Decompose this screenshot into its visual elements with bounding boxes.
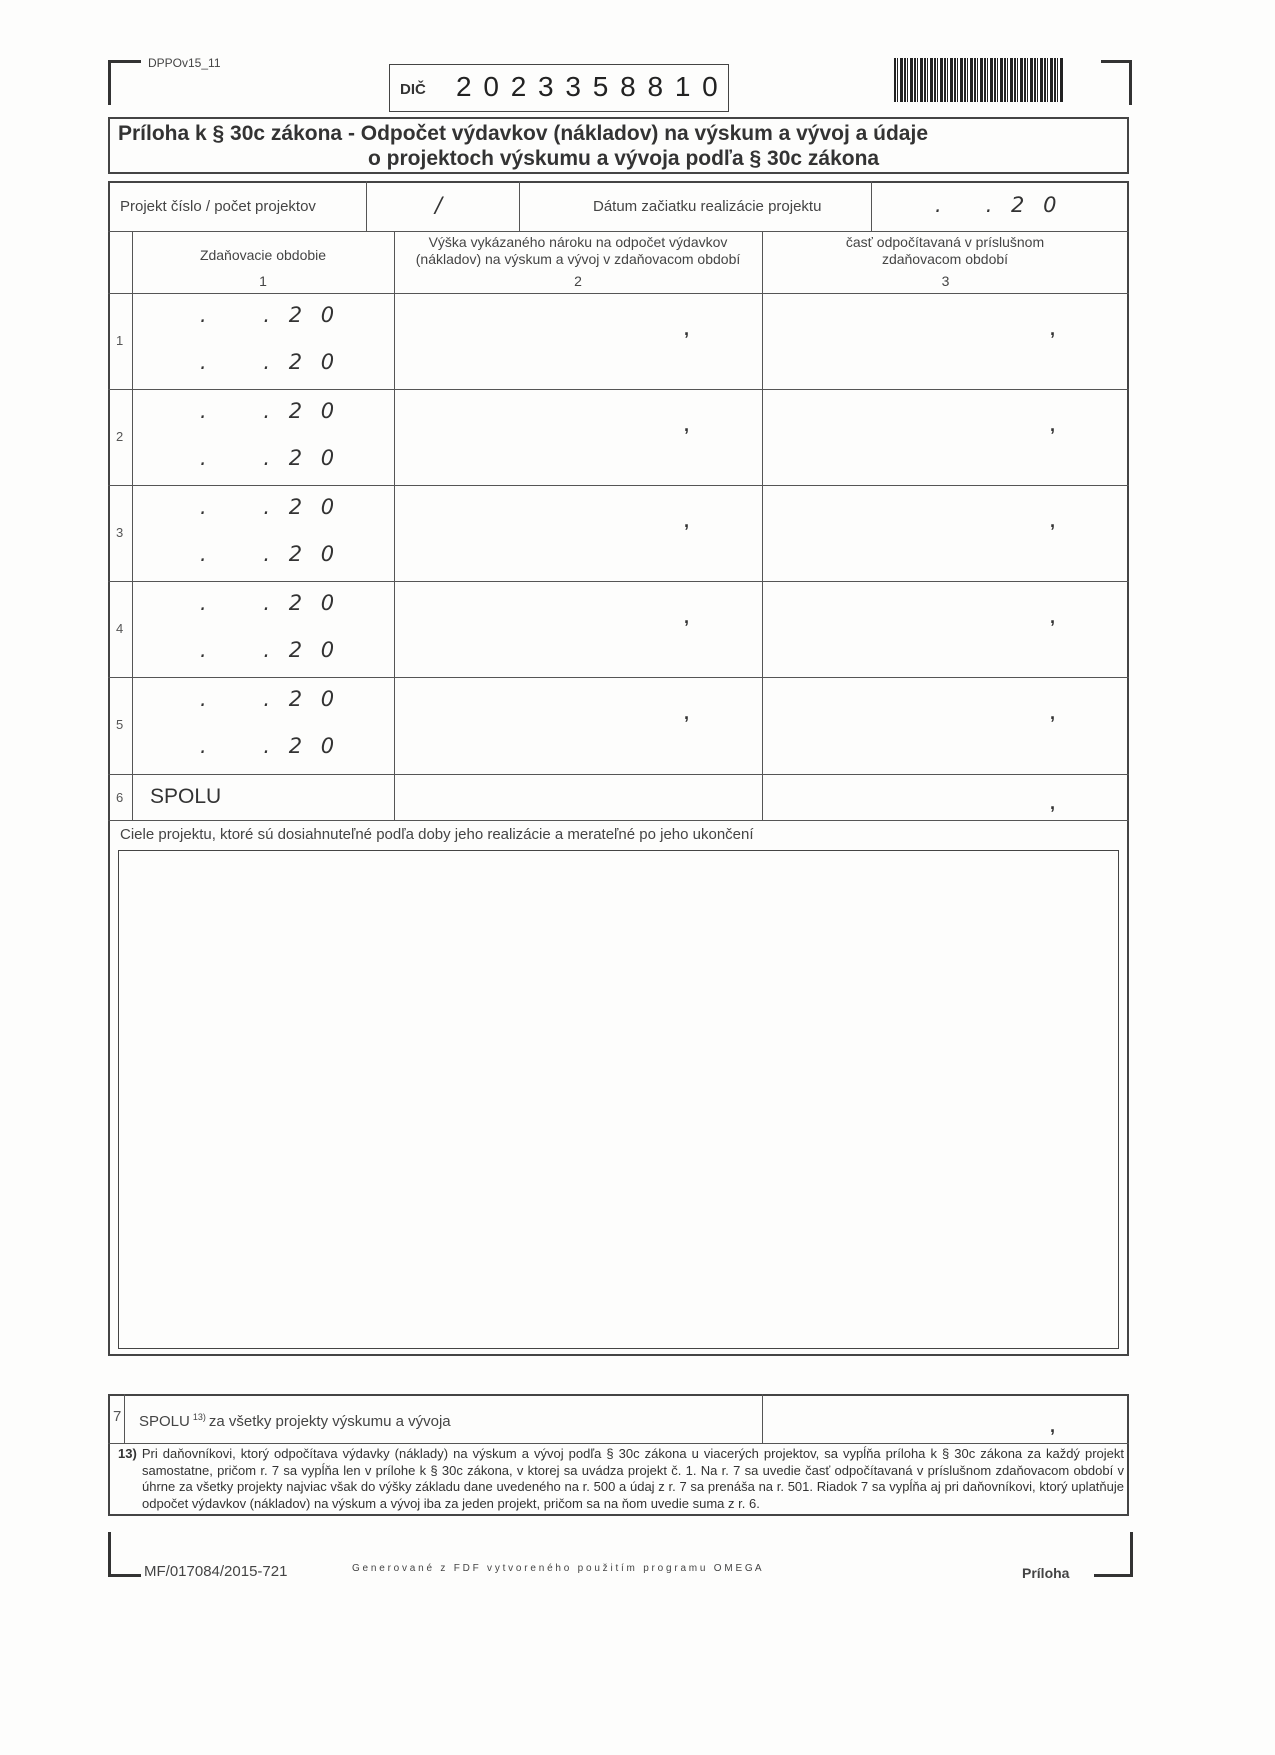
corner-mark-bottom-left [108,1532,141,1577]
dic-value: 2 0 2 3 3 5 8 8 1 0 [456,71,720,102]
row-num: 5 [116,717,124,732]
row-7-num: 7 [113,1408,122,1425]
title-line-2: o projektoch výskumu a vývoja podľa § 30c zákona [368,147,880,170]
title-line-1: Príloha k § 30c zákona - Odpočet výdavkov (nákladov) na výskum a vývoj a údaje [118,122,928,145]
claim-amount-field[interactable]: , [684,511,690,531]
total-label: SPOLU [150,785,222,808]
dic-label: DIČ [400,81,426,98]
period-from-field[interactable]: . . 2 0 [200,303,341,327]
row-num: 2 [116,429,124,444]
start-date-label: Dátum začiatku realizácie projektu [593,198,822,215]
footnote: 13) Pri daňovníkovi, ktorý odpočítava výdavky (náklady) na výskum a vývoj podľa § 30c zákona u viacerých projektov, sa vypĺňa príloha k § 30c zákona za každý projekt samostatne, pričom r. 7 sa vypĺňa len v prílohe k § 30c zákona, v ktorej sa uvádza projekt č. 1. Na r. 7 sa uvedie časť odpočítavaná v príslušnom zdaňovacom období v úhrne za všetky projekty najviac však do výšky základu dane uvedeného na r. 500 a údaj z r. 7 sa prenáša na r. 501. Riadok 7 sa vypĺňa aj pri daňovníkovi, ktorý uplatňuje odpočet výdavkov (nákladov) na výskum a vývoj iba za jeden projekt, pričom sa na ňom uvedie suma z r. 6. [118,1446,1124,1511]
project-number-label: Projekt číslo / počet projektov [120,198,316,215]
deducted-part-field[interactable]: , [1050,703,1056,723]
period-from-field[interactable]: . . 2 0 [200,399,341,423]
goals-label: Ciele projektu, ktoré sú dosiahnuteľné podľa doby jeho realizácie a merateľné po jeho ukončení [120,826,754,843]
period-to-field[interactable]: . . 2 0 [200,734,341,758]
row-num: 1 [116,333,124,348]
col2-header: Výška vykázaného nároku na odpočet výdavkov (nákladov) na výskum a vývoj v zdaňovacom období [415,234,741,267]
total-part-comma: , [1050,793,1056,813]
footer-ref: MF/017084/2015-721 [144,1563,288,1580]
period-to-field[interactable]: . . 2 0 [200,638,341,662]
start-date-field[interactable]: . . 2 0 [935,193,1063,217]
deducted-part-field[interactable]: , [1050,511,1056,531]
claim-amount-field[interactable]: , [684,319,690,339]
claim-amount-field[interactable]: , [684,415,690,435]
deducted-part-field[interactable]: , [1050,415,1056,435]
col3-num: 3 [941,273,950,289]
project-number-field[interactable]: / [435,193,449,217]
corner-mark-top-right [1101,60,1132,105]
row-num: 4 [116,621,124,636]
col1-num: 1 [259,273,267,289]
claim-amount-field[interactable]: , [684,703,690,723]
footer-generated: G e n e r o v a n é z F D F v y t v o r e n é h o p o u ž i t í m p r o g r a m u O M E G A [352,1563,762,1574]
period-to-field[interactable]: . . 2 0 [200,542,341,566]
footer-section: Príloha [1022,1565,1070,1581]
corner-mark-bottom-right [1094,1532,1133,1577]
col1-header: Zdaňovacie obdobie [199,247,327,263]
title-box [108,117,1129,174]
period-to-field[interactable]: . . 2 0 [200,350,341,374]
period-from-field[interactable]: . . 2 0 [200,687,341,711]
deducted-part-field[interactable]: , [1050,319,1056,339]
dic-box [389,64,729,112]
col3-header: časť odpočítavaná v príslušnom zdaňovacom období [845,234,1045,267]
barcode [894,58,1064,102]
period-to-field[interactable]: . . 2 0 [200,446,341,470]
deducted-part-field[interactable]: , [1050,607,1056,627]
claim-amount-field[interactable]: , [684,607,690,627]
row7-amount-comma[interactable]: , [1050,1416,1056,1436]
goals-textarea[interactable] [118,850,1119,1349]
form-code: DPPOv15_11 [148,56,221,70]
period-from-field[interactable]: . . 2 0 [200,495,341,519]
period-from-field[interactable]: . . 2 0 [200,591,341,615]
row7-label: SPOLU $^{13)}$ za všetky projekty výskumu a vývoja [139,1412,451,1430]
row-6-num: 6 [116,790,124,805]
corner-mark-top-left [108,60,141,105]
row-num: 3 [116,525,124,540]
col2-num: 2 [574,273,582,289]
